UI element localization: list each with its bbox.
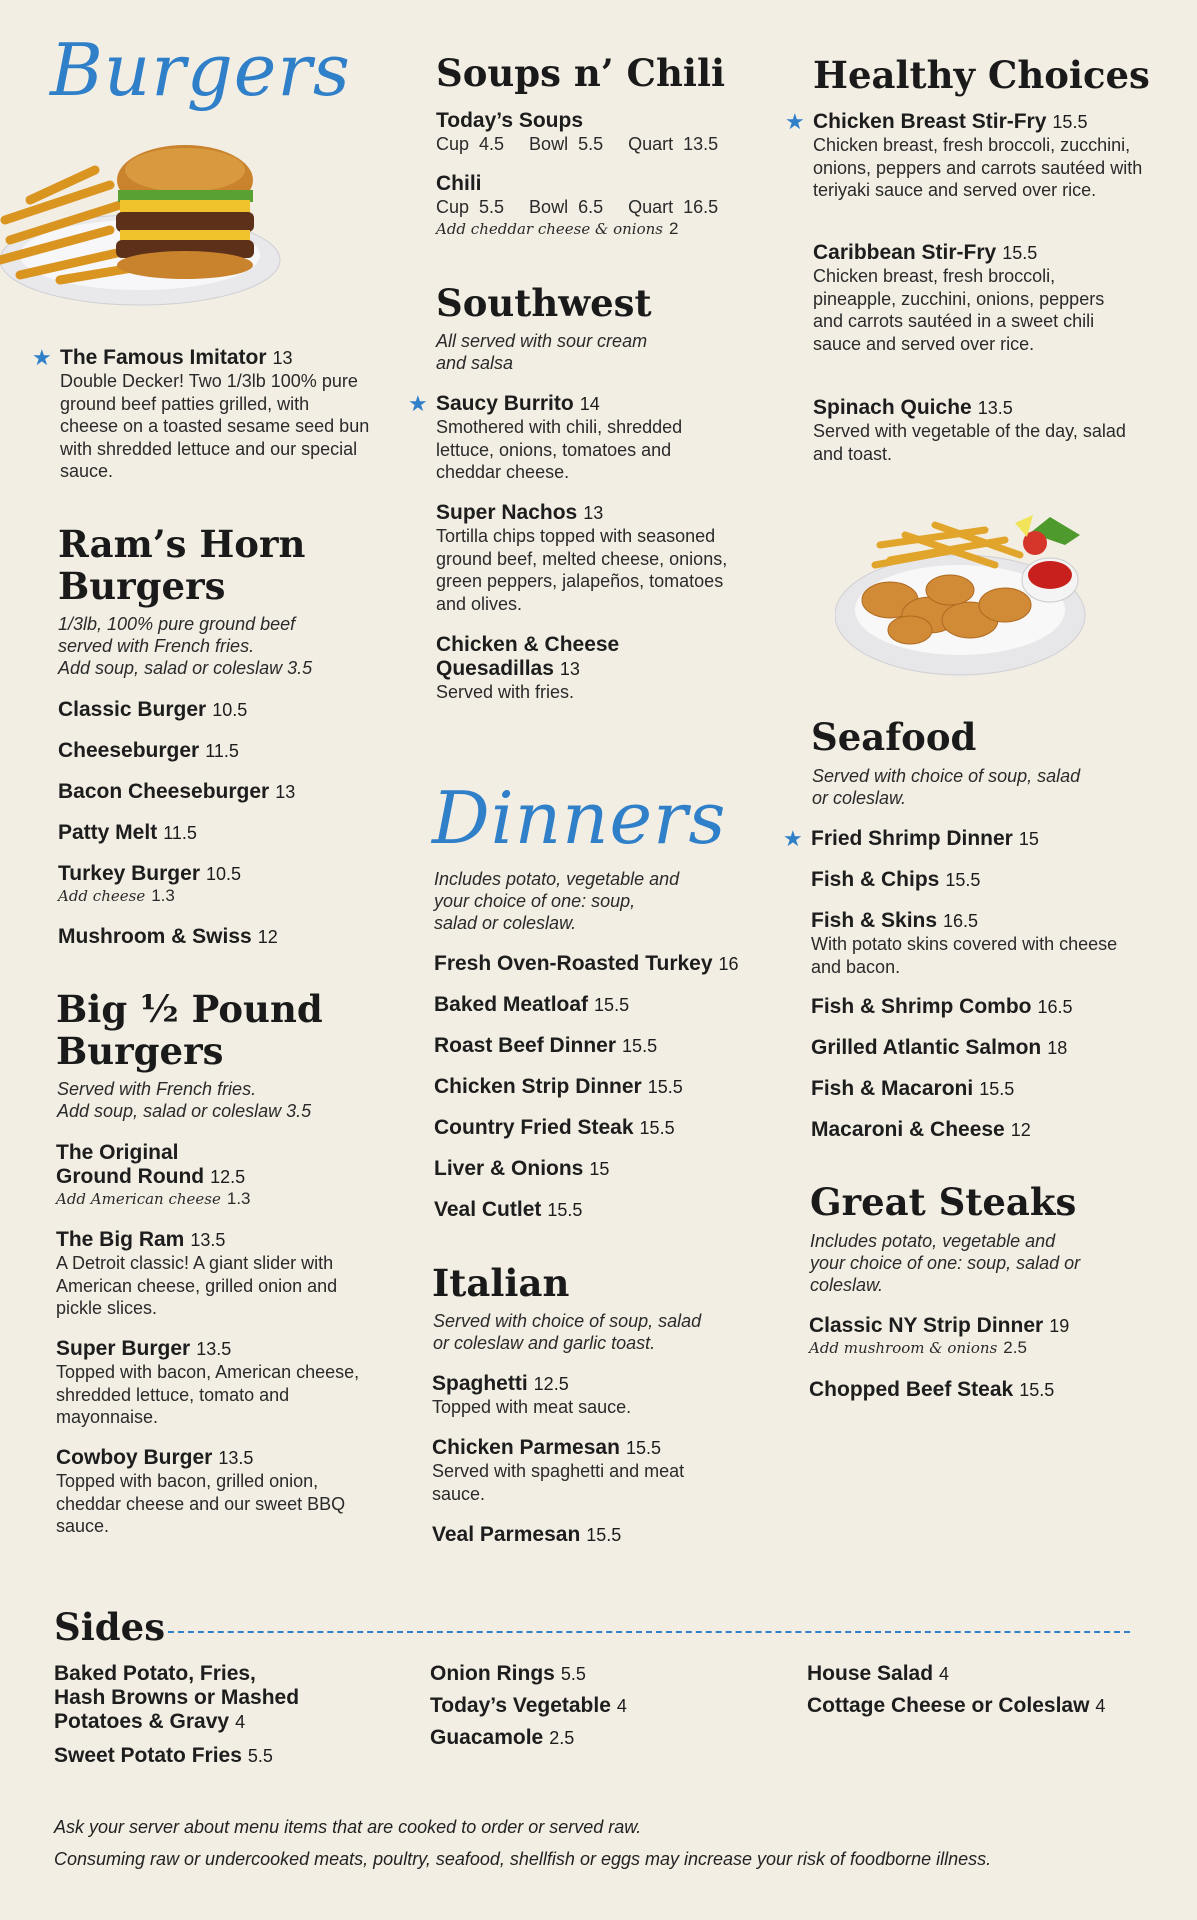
ny-strip: Classic NY Strip Dinner 19 Add mushroom & onions 2.5 — [809, 1314, 1070, 1357]
item-price: 13 — [272, 348, 293, 368]
menu-item: Cottage Cheese or Coleslaw 4 — [807, 1694, 1106, 1717]
big-half-title: Big ½ Pound Burgers — [56, 987, 323, 1073]
footer-note: Ask your server about menu items that are cooked to order or served raw. Consuming raw or undercooked meats, poultry, seafood, shellfish or eggs may increase your risk of foodborne illness. — [54, 1817, 992, 1869]
southwest-title: Southwest — [436, 281, 652, 325]
shrimp-plate-photo — [835, 505, 1095, 680]
rams-horn-note: 1/3lb, 100% pure ground beef served with French fries. Add soup, salad or coleslaw 3.5 — [58, 614, 313, 678]
menu-item: Roast Beef Dinner 15.5 — [434, 1034, 658, 1057]
chopped-steak: Chopped Beef Steak 15.5 — [809, 1378, 1055, 1401]
menu-item: Cheeseburger 11.5 — [58, 739, 239, 762]
famous-imitator — [60, 346, 370, 483]
saucy-burrito: Saucy Burrito 14 Smothered with chili, shredded lettuce, onions, tomatoes and cheddar cheese. — [436, 392, 683, 482]
sides-col-1: Baked Potato, Fries, Hash Browns or Mashed Potatoes & Gravy 4 Sweet Potato Fries 5.5 — [54, 1662, 300, 1767]
burger-fries-photo — [0, 130, 290, 315]
star-icon: ★ — [408, 391, 428, 416]
spaghetti: Spaghetti 12.5 Topped with meat sauce. — [432, 1372, 632, 1417]
soups-title: Soups n’ Chili — [436, 51, 726, 95]
veal-parmesan: Veal Parmesan 15.5 — [432, 1523, 622, 1546]
sides-col-3 — [807, 1662, 1147, 1726]
super-burger: Super Burger 13.5 Topped with bacon, American cheese, shredded lettuce, tomato and mayonnaise. — [56, 1337, 360, 1427]
big-ram: The Big Ram 13.5 A Detroit classic! A giant slider with American cheese, grilled onion and pickle slices. — [56, 1228, 338, 1318]
rams-horn-title: Ram’s Horn Burgers — [58, 522, 306, 608]
seafood-list — [811, 995, 1151, 1159]
menu-item: Chicken Strip Dinner 15.5 — [434, 1075, 683, 1098]
big-half-note: Served with French fries. Add soup, salad or coleslaw 3.5 — [57, 1079, 312, 1121]
menu-item: Fish & Macaroni 15.5 — [811, 1077, 1015, 1100]
steaks-title: Great Steaks — [810, 1180, 1077, 1224]
menu-item: Bacon Cheeseburger 13 — [58, 780, 296, 803]
menu-item: Baked Meatloaf 15.5 — [434, 993, 630, 1016]
super-nachos: Super Nachos 13 Tortilla chips topped with seasoned ground beef, melted cheese, onions, green peppers, jalapeños, tomatoes and olives. — [436, 501, 728, 614]
menu-item: Liver & Onions 15 — [434, 1157, 610, 1180]
menu-item: Macaroni & Cheese 12 — [811, 1118, 1031, 1141]
dinners-note: Includes potato, vegetable and your choice of one: soup, salad or coleslaw. — [434, 869, 680, 933]
quesadillas: Chicken & Cheese Quesadillas 13 Served with fries. — [436, 633, 620, 702]
seafood-note: Served with choice of soup, salad or coleslaw. — [812, 766, 1081, 808]
star-icon: ★ — [32, 345, 52, 370]
the-original: The Original Ground Round 12.5 Add American cheese 1.3 — [56, 1141, 251, 1208]
southwest-note: All served with sour cream and salsa — [436, 331, 648, 373]
italian-title: Italian — [432, 1261, 570, 1305]
fish-skins: Fish & Skins 16.5 With potato skins covered with cheese and bacon. — [811, 909, 1118, 977]
menu-item: Veal Cutlet 15.5 — [434, 1198, 583, 1221]
rams-horn-list — [58, 698, 378, 949]
italian-note: Served with choice of soup, salad or coleslaw and garlic toast. — [433, 1311, 702, 1353]
menu-item: Patty Melt 11.5 — [58, 821, 197, 844]
menu-item: Turkey Burger 10.5 — [58, 862, 242, 885]
item-desc: Double Decker! Two 1/3lb 100% pure ground beef patties grilled, with cheese on a toasted sesame seed bun with shredded lettuce and our special sauce. — [60, 371, 370, 481]
sides-col-2 — [430, 1662, 730, 1758]
steaks-note: Includes potato, vegetable and your choice of one: soup, salad or coleslaw. — [810, 1231, 1081, 1295]
sides-title: Sides — [54, 1605, 166, 1649]
menu-item: Grilled Atlantic Salmon 18 — [811, 1036, 1068, 1059]
item-name: The Famous Imitator — [60, 346, 267, 369]
menu-item: Fish & Shrimp Combo 16.5 — [811, 995, 1073, 1018]
todays-soups: Today’s Soups Cup 4.5 Bowl 5.5 Quart 13.5 — [436, 109, 719, 154]
menu-item: House Salad 4 — [807, 1662, 950, 1685]
sides-divider — [168, 1631, 1130, 1633]
menu-item: Today’s Vegetable 4 — [430, 1694, 627, 1717]
fried-shrimp: Fried Shrimp Dinner 15 — [811, 827, 1039, 850]
chili: Chili Cup 5.5 Bowl 6.5 Quart 16.5 Add cheddar cheese & onions 2 — [436, 172, 719, 238]
star-icon: ★ — [785, 109, 805, 134]
menu-item: Guacamole 2.5 — [430, 1726, 575, 1749]
burgers-title: Burgers — [50, 28, 351, 112]
addon: Add cheese 1.3 — [58, 886, 175, 905]
menu-item: Country Fried Steak 15.5 — [434, 1116, 675, 1139]
cowboy-burger: Cowboy Burger 13.5 Topped with bacon, grilled onion, cheddar cheese and our sweet BBQ sauce. — [56, 1446, 346, 1536]
menu-item: Fresh Oven-Roasted Turkey 16 — [434, 952, 739, 975]
menu-item: Mushroom & Swiss 12 — [58, 925, 278, 948]
spinach-quiche: Spinach Quiche 13.5 Served with vegetable of the day, salad and toast. — [813, 396, 1126, 464]
star-icon: ★ — [783, 826, 803, 851]
fish-chips: Fish & Chips 15.5 — [811, 868, 981, 891]
menu-item: Onion Rings 5.5 — [430, 1662, 586, 1685]
dinners-title: Dinners — [432, 776, 727, 860]
seafood-title: Seafood — [811, 715, 977, 759]
caribbean-stir-fry: Caribbean Stir-Fry 15.5 Chicken breast, fresh broccoli, pineapple, zucchini, onions, peppers and carrots sautéed in a sweet chili sauce and served over rice. — [813, 241, 1105, 354]
healthy-title: Healthy Choices — [813, 53, 1150, 97]
chicken-stir-fry: Chicken Breast Stir-Fry 15.5 Chicken breast, fresh broccoli, zucchini, onions, peppers and carrots sautéed with teriyaki sauce and served over rice. — [813, 110, 1143, 200]
dinners-list — [434, 952, 774, 1239]
chicken-parmesan: Chicken Parmesan 15.5 Served with spaghetti and meat sauce. — [432, 1436, 685, 1504]
menu-item: Classic Burger 10.5 — [58, 698, 248, 721]
